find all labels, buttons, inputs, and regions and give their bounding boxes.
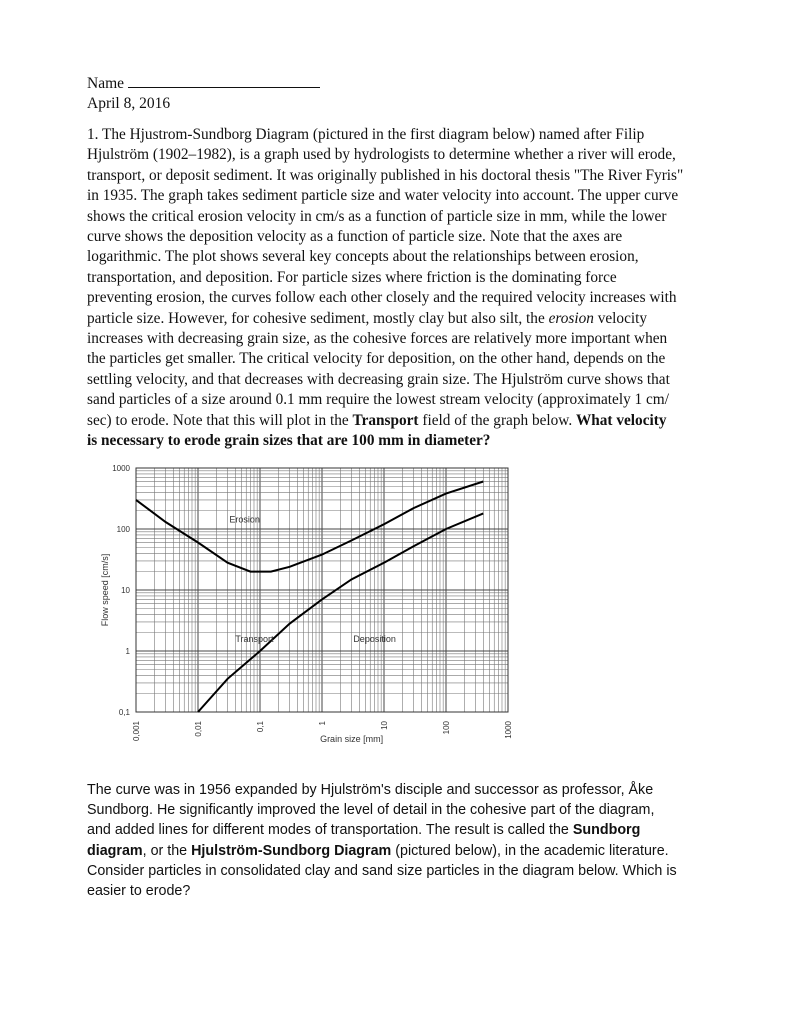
p2-line: Consider particles in consolidated clay and sand size particles in the diagram below. Which is	[87, 862, 677, 879]
p1-line: Hjulström (1902–1982), is a graph used by hydrologists to determine whether a river will erode,	[87, 146, 676, 164]
x-tick-label: 0,01	[194, 721, 203, 737]
region-label-deposition: Deposition	[353, 634, 396, 645]
sundborg-term-part1: Sundborg	[572, 822, 641, 839]
name-label: Name	[87, 75, 125, 92]
question-2-paragraph	[87, 780, 727, 901]
region-label-erosion: Erosion	[229, 514, 260, 525]
p2-line-text: and added lines for different modes of transportation. The result is called the	[87, 822, 573, 839]
y-tick-label: 1000	[112, 464, 130, 473]
erosion-emphasis: erosion	[548, 309, 594, 327]
sundborg-term-part2: diagram	[87, 842, 143, 859]
p1-line: logarithmic. The plot shows several key concepts about the relationships between erosion,	[87, 248, 639, 266]
p2-line-tail: (pictured below), in the academic literature.	[391, 842, 669, 859]
p1-line: preventing erosion, the curves follow each other closely and the required velocity increases with	[87, 289, 677, 307]
chart-curves	[136, 482, 483, 713]
p1-line: transport, or deposit sediment. It was originally published in his doctoral thesis "The River Fyris"	[87, 166, 684, 184]
question-1-paragraph	[87, 125, 727, 452]
x-tick-label: 100	[442, 721, 451, 735]
p1-line: increases with decreasing grain size, as the cohesive forces are relatively more important when	[87, 330, 668, 348]
question-emphasis: What velocity	[575, 411, 667, 429]
p1-line-mid: field of the graph below.	[418, 411, 576, 429]
p1-line: curve shows the deposition velocity as a function of particle size. Note that the axes are	[87, 228, 623, 246]
region-label-transport: Transport	[235, 634, 274, 645]
hjulstrom-diagram	[96, 460, 516, 750]
chart-grid	[136, 468, 508, 712]
p1-line: in 1935. The graph takes sediment particle size and water velocity into account. The upper curve	[87, 187, 679, 205]
p1-line	[87, 411, 727, 431]
p1-line: sand particles of a size around 0.1 mm require the lowest stream velocity (approximately 1 cm/	[87, 391, 669, 409]
p1-line: shows the critical erosion velocity in cm/s as a function of particle size in mm, while the lower	[87, 207, 667, 225]
erosion-curve	[136, 482, 483, 572]
x-axis-label: Grain size [mm]	[320, 734, 384, 744]
p2-line: Sundborg. He significantly improved the level of detail in the cohesive part of the diagram,	[87, 802, 655, 819]
p2-line: easier to erode?	[87, 883, 191, 900]
y-tick-label: 100	[116, 525, 130, 534]
p1-line: settling velocity, and that decreases with decreasing grain size. The Hjulström curve shows that	[87, 370, 670, 388]
hjulstrom-sundborg-term: Hjulström-Sundborg Diagram	[191, 842, 392, 859]
date: April 8, 2016	[87, 95, 171, 112]
x-tick-label: 1000	[504, 721, 513, 739]
x-tick-label: 0,1	[256, 721, 265, 733]
p1-line: transportation, and deposition. For particle sizes where friction is the dominating force	[87, 268, 617, 286]
transport-emphasis: Transport	[352, 411, 419, 429]
p1-line-text: particle size. However, for cohesive sediment, mostly clay but also silt, the	[87, 309, 549, 327]
p2-line	[87, 841, 727, 861]
p1-line-text: sec) to erode. Note that this will plot in the	[87, 411, 353, 429]
p1-line	[87, 309, 727, 329]
question-1-prompt: is necessary to erode grain sizes that are 100 mm in diameter?	[87, 432, 491, 450]
name-field	[87, 73, 320, 93]
y-tick-label: 1	[125, 647, 130, 656]
y-axis-label: Flow speed [cm/s]	[100, 553, 110, 627]
x-tick-label: 0,001	[132, 721, 141, 742]
y-tick-label: 0,1	[118, 708, 130, 717]
p1-line: 1. The Hjustrom-Sundborg Diagram (pictured in the first diagram below) named after Filip	[87, 126, 645, 143]
x-tick-label: 10	[380, 721, 389, 730]
p2-line: The curve was in 1956 expanded by Hjulström's disciple and successor as professor, Åke	[87, 782, 654, 798]
p1-line-tail: velocity	[593, 309, 648, 327]
y-tick-label: 10	[121, 586, 130, 595]
p1-line: the particles get smaller. The critical velocity for deposition, on the other hand, depends on the	[87, 350, 666, 368]
name-underline	[128, 73, 320, 88]
p2-line-text: , or the	[142, 842, 192, 859]
p2-line	[87, 820, 727, 840]
x-tick-label: 1	[318, 721, 327, 726]
